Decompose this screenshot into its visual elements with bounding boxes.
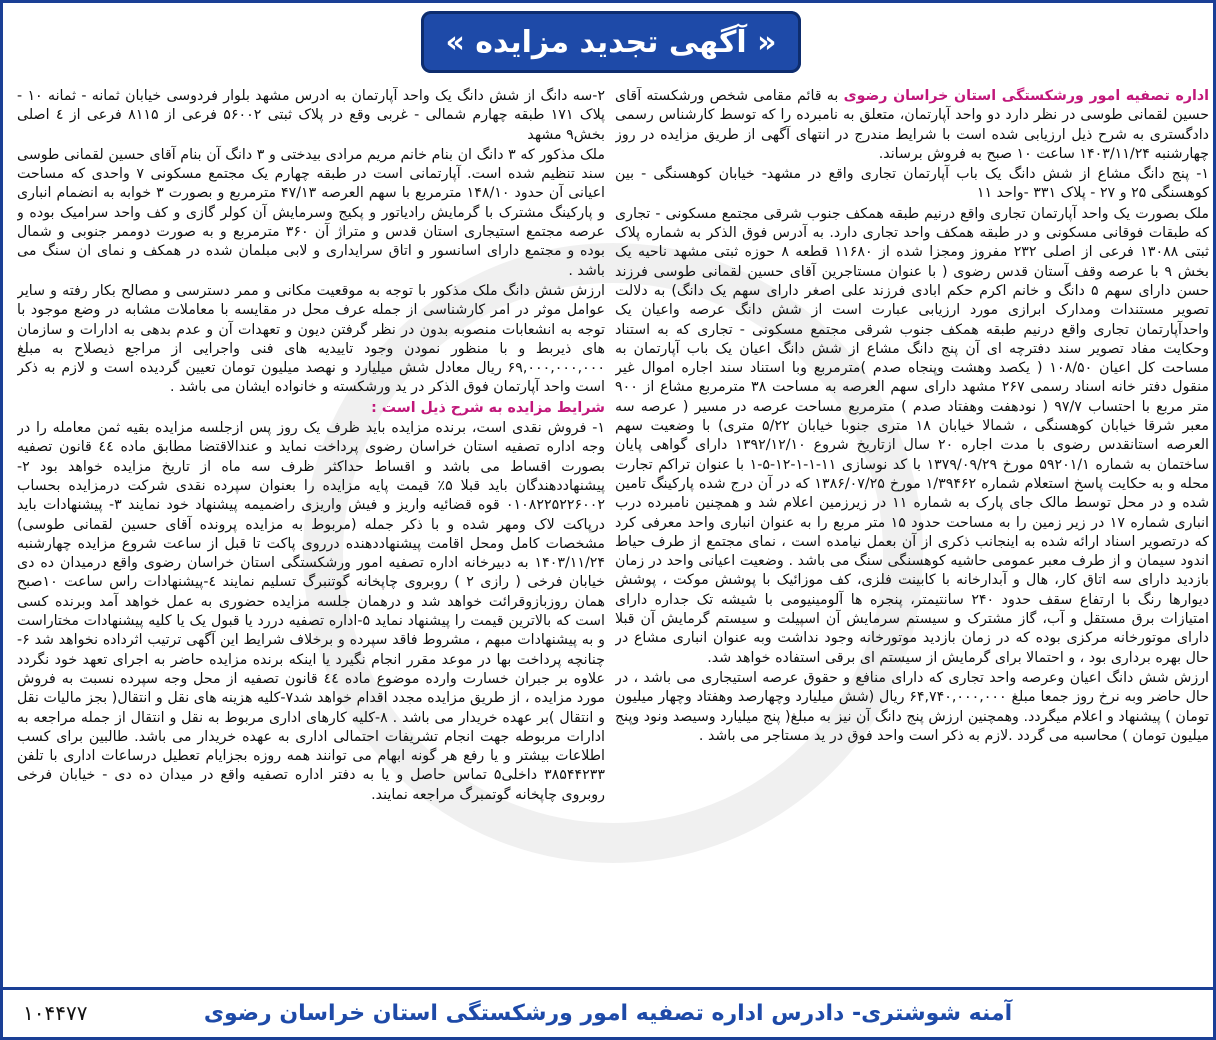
right-paragraph-3: ملک بصورت یک واحد آپارتمان تجاری واقع درنیم طبقه همکف جنوب شرقی مجتمع مسکونی - تجاری که طبقات فوقانی مسکونی و در طبقه همکف واحد تجاری دارد. به آدرس فوق الذکر به شماره پلاک ثبتی ۱۳۰۸۸ فرعی از اصلی ۲۳۲ مفروز ومجزا شده از ۱۱۶۸۰ قطعه ۸ حوزه ثبتی مشهد ناحیه یک بخش ۹ با عرصه وقف آستان قدس رضوی ( با عنوان مستاجرین آقای حسین لقمانی طوسی فرزند حسن دارای سهم ۵ دانگ و خانم اکرم حکم ابادی فرزند علی اصغر دارای سهم یک دانگ) به دلالت تصویر مستندات ومدارک ابرازی مورد ارزیابی عبارت است از شش دانگ عرصه واعیان یک واحدآپارتمان تجاری واقع درنیم طبقه همکف جنوب شرقی مجتمع مسکونی - تجاری که به استناد وحکایت مفاد تصویر سند دفترچه ای آن پنج دانگ مشاع از شش دانگ اعیان یک باب آپارتمان به مساحت کل اعیان ۱۰۸/۵۰ ( یکصد وهشت وپنجاه صدم )مترمربع وبا استناد سند اجاره اموال غیر منقول دفتر خانه اسناد رسمی ۲۶۷ مشهد دارای سهم العرصه به مساحت ۳۸ مترمربع مشاع از ۹۰۰ متر مربع با احتساب ۹۷/۷ ( نودهفت وهفتاد صدم ) مترمربع مساحت عرصه در مسیر ( عرصه سه معبر شرقا خیابان کوهسنگی ، شمالا خیابان ۱۸ متری جنوبا خیابان ۵/۲۲ متری) با وضعیت سهم العرصه استانقدس رضوی با مدت اجاره ۲۰ سال ازتاریخ شروع ۱۳۹۲/۱۲/۱۰ دارای گواهی پایان ساختمان به شماره ۵۹۲۰۱/۱ مورخ ۱۳۷۹/۰۹/۲۹ با کد نوسازی ۱۱-۱-۱-۱۲-۵-۱ با عنوان تراکم تجارت محله و به حکایت پاسخ استعلام شماره ۱/۳۹۴۶۲ مورخ ۱۳۸۶/۰۷/۲۵ که در آن درج شده پارکینگ تامین شده و در محل توسط مالک جای پارک به شماره ۱۱ در زیرزمین اعلام شد و همچنین نامبرده درب انباری شماره ۱۷ در زیر زمین را به مساحت حدود ۱۵ متر مربع را به عنوان انباری واحد معرفی کرد که درتصویر اسناد ارائه شده به اینجانب ذکری از آن بعمل نیامده است ، نمای مجتمع از طرف حیاط اندود سیمان و از طرف معبر عمومی حاشیه کوهسنگی سنگ می باشد . وضعیت اعیانی واحد در زمان بازدید دارای سه اتاق کار، هال و آبدارخانه با کابینت فلزی، کف موزائیک با پوشش موکت ، پوشش دیوارها رنگ با ارتفاع سقف حدود ۲۴۰ سانتیمتر، پنجره ها آلومینیومی با شیشه تک جداره دارای امتیازات برق مستقل و آب، گاز مشترک و سیستم سرمایش آن اسپیلت و سیستم گرمایش آن قبلا دارای موتورخانه مرکزی بوده که در زمان بازدید موتورخانه وجود نداشت وبه عنوان انباری مشاع در حال بهره برداری بود ، و احتمالا برای گرمایش از سیستم ای برقی استفاده خواهد شد. [615,205,1209,666]
left-paragraph-1: ۲-سه دانگ از شش دانگ یک واحد آپارتمان به ادرس مشهد بلوار فردوسی خیابان ثمانه - ثمانه ۱۰ - پلاک ۱۷۱ طبقه چهارم شمالی - غربی وقع در پلاک ثبتی ۵۶۰۰۲ فرعی از ۸۱۱۵ فرعی از ٤ اصلی بخش۹ مشهد [17,88,605,143]
lead-highlight: اداره تصفیه امور ورشکستگی استان خراسان رضوی [843,88,1209,104]
left-column [17,87,605,987]
right-paragraph-4: ارزش شش دانگ اعیان وعرصه واحد تجاری که دارای منافع و حقوق عرصه استیجاری می باشد ، در حال حاضر وبه نرخ روز جمعا مبلغ ۶۴,۷۴۰,۰۰۰,۰۰۰ ریال (شش میلیارد وچهارصد وهفتاد وچهار میلیون تومان ) پیشنهاد و اعلام میگردد. وهمچنین ارزش پنج دانگ آن نیز به مبلغ( پنج میلیارد وسیصد ونود وپنج میلیون تومان ) محاسبه می گردد .لازم به ذکر است واحد فوق در ید مستاجر می باشد . [615,669,1209,744]
left-paragraph-2: ملک مذکور که ۳ دانگ ان بنام خانم مریم مرادی بیدختی و ۳ دانگ آن بنام آقای حسین لقمانی طوسی سند تنظیم شده است. آپارتمانی است در طبقه چهارم یک مجتمع مسکونی ۷ واحدی که مساحت اعیانی آن حدود ۱۴۸/۱۰ مترمربع با سهم العرصه ۴۷/۱۳ مترمربع و بصورت ۳ خوابه به انضمام انباری و پارکینگ مشترک با گرمایش رادیاتور و پکیج وسرمایش آن کولر گازی و کف واحد سرامیک بوده و عرصه مجتمع استیجاری استان قدس و متراژ آن ۳۶۰ مترمربع و به صورت دوممر جنوبی و شمال بوده و مجتمع دارای اسانسور و اتاق سرایداری و لابی مبلمان شده در همکف و نمای ان سنگ می باشد . [17,146,605,279]
right-paragraph-1 [615,87,1209,164]
conditions-heading: شرایط مزایده به شرح ذیل است : [371,399,605,416]
right-paragraph-1-text: به قائم مقامی شخص ورشکسته آقای حسین لقمانی طوسی در نظر دارد دو واحد آپارتمان، متعلق به نامبرده را که توسط کارشناس رسمی دادگستری به شرح ذیل ارزیابی شده است با شرایط مندرج در انتهای آگهی از طریق مزایده در روز چهارشنبه ۱۴۰۳/۱۱/۲۴ ساعت ۱۰ صبح به فروش برساند. [615,88,1209,162]
conditions-text: ۱- فروش نقدی است، برنده مزایده باید ظرف یک روز پس ازجلسه مزایده بقیه ثمن معامله را در وجه اداره تصفیه استان خراسان رضوی پرداخت نماید و عندالاقتضا مطابق ماده ٤٤ قانون تصفیه بصورت اقساط می باشد و اقساط حداکثر ظرف سه ماه از تاریخ مزایده خواهد بود ۲- پیشنهاددهندگان باید قبلا ۵٪ قیمت پایه مزایده را بعنوان سپرده نقدی شرکت درمزایده بحساب ۰۱۰۸۲۲۵۲۲۶۰۰۲ قوه قضائیه واریز و فیش واریزی راضمیمه پیشنهاد خود نمایند ۳- پیشنهادات باید درپاکت لاک ومهر شده و با ذکر جمله (مربوط به مزایده پرونده آقای حسین لقمانی طوسی) مشخصات کامل ومحل اقامت پیشنهاددهنده درروی پاکت تا قبل از ساعت شروع مزایده چهارشنبه ۱۴۰۳/۱۱/۲۴ به دبیرخانه اداره تصفیه امور ورشکستگی استان خراسان رضوی واقع درمیدان ده دی خیابان فرخی ( رازی ۲ ) روبروی چاپخانه گوتنبرگ تسلیم نمایند ٤-پیشنهادات راس ساعت ۱۰صبح همان روزبازوقرائت خواهد شد و درهمان جلسه مزایده حضوری به عمل خواهد آمد وبرنده کسی است که بالاترین قیمت را پیشنهاد نماید ۵-اداره تصفیه دررد یا قبول یک یا کلیه پیشنهادات مختاراست و به پیشنهادات مبهم ، مشروط فاقد سپرده و برخلاف شرایط این آگهی ترتیب اثرداده نخواهد شد ۶-چنانچه پرداخت بها در موعد مقرر انجام نگیرد یا اینکه برنده مزایده حاضر به اجرای تعهد خود نگردد علاوه بر جبران خسارت وارده موضوع ماده ٤٤ قانون تصفیه از محل وجه سپرده نسبت به فروش مورد مزایده ، از طریق مزایده مجدد اقدام خواهد شد۷-کلیه هزینه های نقل و انتقال( بجز مالیات نقل و انتقال )بر عهده خریدار می باشد . ۸-کلیه کارهای اداری مربوط به نقل و انتقال از جمله مراجعه به ادارات مربوطه جهت انجام تشریفات احتمالی اداری به عهده خریدار می باشد. طالبین برای کسب اطلاعات بیشتر و یا رفع هر گونه ابهام می توانند همه روزه بجزایام تعطیل درساعات اداری با تلفن ۳۸۵۴۴۲۳۳ داخلی۵ تماس حاصل و یا به دفتر اداره تصفیه واقع در میدان ده دی - خیابان فرخی روبروی چاپخانه گوتمبرگ مراجعه نمایند. [17,420,605,803]
footer [3,987,1213,1037]
footer-signature: آمنه شوشتری- دادرس اداره تصفیه امور ورشکستگی استان خراسان رضوی [203,1001,1013,1026]
notice-title: « آگهی تجدید مزایده » [421,11,801,73]
ad-code: ۱۰۴۴۷۷ [23,1001,88,1025]
left-paragraph-3: ارزش شش دانگ ملک مذکور با توجه به موقعیت مکانی و ممر دسترسی و مصالح بکار رفته و سایر عوامل موثر در امر کارشناسی از جمله عرف محل در مقایسه با معاملات مشابه در وضع موجود با توجه به انشعابات منصوبه بدون در نظر گرفتن دیون و تعهدات آن و عدم بدهی به ادارات و سازمان های ذیربط و با منظور نمودن وجود تاییدیه های فنی واجرایی از مراجع ذیصلاح به مبلغ ۶۹,۰۰۰,۰۰۰,۰۰۰ ریال معادل شش میلیارد و نهصد میلیون تومان تعیین گردیده است و لازم به ذکر است واحد آپارتمان فوق الذکر در ید ورشکسته و خانواده ایشان می باشد . [17,282,605,396]
right-column [615,87,1209,987]
right-paragraph-2: ۱- پنج دانگ مشاع از شش دانگ یک باب آپارتمان تجاری واقع در مشهد- خیابان کوهسنگی - بین کوهسنگی ۲۵ و ۲۷ - پلاک ۳۳۱ -واحد ۱۱ [615,166,1209,202]
